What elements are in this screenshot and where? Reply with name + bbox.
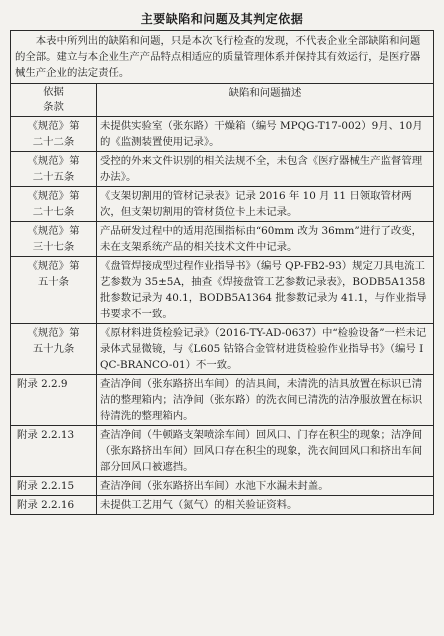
table-row [11, 496, 434, 515]
description-cell: 产品研发过程中的适用范围指标由“60mm 改为 36mm”进行了改变，未在支架系统产品的相关技术文件中记录。 [97, 222, 434, 257]
basis-cell [11, 187, 97, 222]
basis-cell [11, 257, 97, 324]
basis-line: 三十七条 [32, 241, 75, 253]
table-row [11, 426, 434, 477]
description-cell: 未提供实验室（张东路）干燥箱（编号 MPQG-T17-002）9月、10月的《监测装置使用记录》。 [97, 117, 434, 152]
basis-header-line2: 条款 [43, 101, 64, 113]
intro-text: 本表中所列出的缺陷和问题，只是本次飞行检查的发现，不代表企业全部缺陷和问题的全部。建立与本企业生产产品特点相适应的质量管理体系并保持其有效运行，是医疗器械生产企业的法定责任。 [11, 31, 434, 84]
table-row [11, 117, 434, 152]
basis-line: 《规范》第 [27, 190, 80, 202]
basis-cell [11, 222, 97, 257]
intro-row [11, 31, 434, 84]
basis-line: 五十条 [37, 276, 70, 288]
defects-table [10, 30, 434, 515]
basis-cell [11, 375, 97, 426]
basis-line: 附录 2.2.16 [17, 499, 75, 511]
basis-cell [11, 477, 97, 496]
basis-line: 二十七条 [32, 206, 75, 218]
description-cell: 《支架切割用的管材记录表》记录 2016 年 10 月 11 日领取管材两次，但支架切割用的管材货位卡上未记录。 [97, 187, 434, 222]
table-row [11, 187, 434, 222]
basis-line: 二十二条 [32, 136, 75, 148]
basis-line: 五十九条 [32, 343, 75, 355]
table-row [11, 375, 434, 426]
description-cell: 查洁净间（张东路挤出车间）水池下水漏未封盖。 [97, 477, 434, 496]
basis-line: 二十五条 [32, 171, 75, 183]
table-row [11, 477, 434, 496]
basis-line: 《规范》第 [27, 327, 80, 339]
basis-header-line1: 依据 [43, 86, 64, 98]
basis-column-header [11, 84, 97, 117]
description-cell: 《原材料进货检验记录》（2016-TY-AD-0637）中“检验设备”一栏未记录体式显微镜，与《L605 钴铬合金管材进货检验作业指导书》（编号 IQC-BRANCO-01）不一致。 [97, 324, 434, 375]
table-row [11, 152, 434, 187]
table-row [11, 324, 434, 375]
description-column-header: 缺陷和问题描述 [97, 84, 434, 117]
basis-cell [11, 117, 97, 152]
basis-line: 《规范》第 [27, 155, 80, 167]
header-row [11, 84, 434, 117]
description-cell: 未提供工艺用气（氮气）的相关验证资料。 [97, 496, 434, 515]
document-title: 主要缺陷和问题及其判定依据 [140, 12, 304, 26]
basis-cell [11, 152, 97, 187]
basis-line: 附录 2.2.9 [17, 378, 68, 390]
basis-line: 《规范》第 [27, 260, 80, 272]
description-cell: 受控的外来文件识别的相关法规不全，未包含《医疗器械生产监督管理办法》。 [97, 152, 434, 187]
basis-cell [11, 426, 97, 477]
basis-line: 附录 2.2.13 [17, 429, 75, 441]
basis-line: 《规范》第 [27, 120, 80, 132]
description-cell: 《盘管焊接成型过程作业指导书》（编号 QP-FB2-93）规定刀具电流工艺参数为 35±5A，抽查《焊接盘管工艺参数记录表》，BODB5A1358 批参数记录为 40.1，BODB5A1364 批参数记录为 41.1，与作业指导书要求不一致。 [97, 257, 434, 324]
basis-line: 附录 2.2.15 [17, 480, 75, 492]
description-cell: 查洁净间（张东路挤出车间）的洁具间，未清洗的洁具放置在标识已清洁的整理箱内；洁净间（张东路）的洗衣间已清洗的洁净服放置在标识待清洗的整理箱内。 [97, 375, 434, 426]
basis-line: 《规范》第 [27, 225, 80, 237]
table-row [11, 222, 434, 257]
description-cell: 查洁净间（牛顿路支架喷涂车间）回风口、门存在积尘的现象；洁净间（张东路挤出车间）回风口存在积尘的现象，洗衣间回风口和挤出车间部分回风口被遮挡。 [97, 426, 434, 477]
basis-cell [11, 496, 97, 515]
basis-cell [11, 324, 97, 375]
table-row [11, 257, 434, 324]
